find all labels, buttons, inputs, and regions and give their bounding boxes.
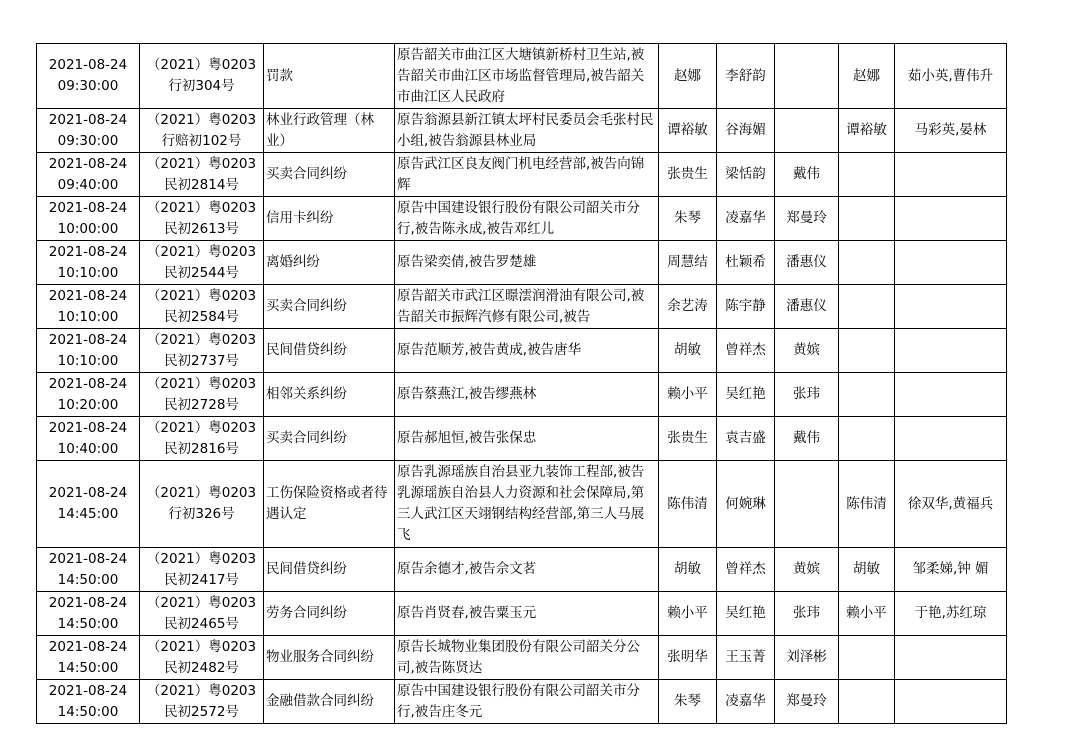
clerk-name: 李舒韵 bbox=[717, 44, 775, 109]
case-number-prefix: （2021）粤0203 bbox=[146, 155, 257, 172]
parties: 原告郝旭恒,被告张保忠 bbox=[395, 417, 659, 461]
parties: 原告范顺芳,被告黄成,被告唐华 bbox=[395, 329, 659, 373]
clerk-name: 何婉琳 bbox=[717, 461, 775, 548]
case-cause: 信用卡纠纷 bbox=[264, 197, 395, 241]
case-number-prefix: （2021）粤0203 bbox=[146, 243, 257, 260]
hearing-date: 2021-08-24 bbox=[48, 155, 128, 172]
jurors-names bbox=[895, 417, 1007, 461]
jurors-names: 徐双华,黄福兵 bbox=[895, 461, 1007, 548]
hearing-clock-time: 10:10:00 bbox=[57, 352, 119, 369]
jurors-names: 于艳,苏红琼 bbox=[895, 592, 1007, 636]
clerk-name: 梁恬韵 bbox=[717, 153, 775, 197]
panel-member-name: 潘惠仪 bbox=[775, 241, 839, 285]
hearing-clock-time: 14:50:00 bbox=[57, 615, 119, 632]
case-number-suffix: 行赔初102号 bbox=[161, 132, 242, 149]
hearing-clock-time: 10:00:00 bbox=[57, 220, 119, 237]
hearing-date: 2021-08-24 bbox=[48, 419, 128, 436]
case-number-cell bbox=[140, 241, 264, 285]
case-number-suffix: 民初2613号 bbox=[164, 220, 239, 237]
hearing-clock-time: 09:30:00 bbox=[57, 132, 119, 149]
table-row bbox=[37, 44, 1007, 109]
hearing-date: 2021-08-24 bbox=[48, 638, 128, 655]
hearing-clock-time: 10:40:00 bbox=[57, 440, 119, 457]
case-number-cell bbox=[140, 44, 264, 109]
judge-name: 朱琴 bbox=[659, 197, 717, 241]
case-number-cell bbox=[140, 285, 264, 329]
hearing-date: 2021-08-24 bbox=[48, 331, 128, 348]
jurors-names bbox=[895, 636, 1007, 680]
hearing-clock-time: 09:30:00 bbox=[57, 78, 119, 94]
table-row bbox=[37, 592, 1007, 636]
case-cause: 买卖合同纠纷 bbox=[264, 285, 395, 329]
clerk-name: 吴红艳 bbox=[717, 592, 775, 636]
hearing-time-cell bbox=[37, 109, 140, 153]
hearing-time-cell bbox=[37, 548, 140, 592]
hearing-clock-time: 09:40:00 bbox=[57, 176, 119, 193]
hearing-time-cell bbox=[37, 680, 140, 724]
case-cause: 民间借贷纠纷 bbox=[264, 548, 395, 592]
case-number-cell bbox=[140, 197, 264, 241]
case-number-cell bbox=[140, 153, 264, 197]
case-number-prefix: （2021）粤0203 bbox=[146, 287, 257, 304]
clerk-name: 袁吉盛 bbox=[717, 417, 775, 461]
clerk-name: 王玉菁 bbox=[717, 636, 775, 680]
clerk-name: 凌嘉华 bbox=[717, 197, 775, 241]
case-number-prefix: （2021）粤0203 bbox=[146, 199, 257, 216]
hearing-date: 2021-08-24 bbox=[48, 594, 128, 611]
table-body bbox=[37, 44, 1007, 724]
case-number-prefix: （2021）粤0203 bbox=[146, 331, 257, 348]
hearing-date: 2021-08-24 bbox=[48, 485, 128, 501]
jurors-names bbox=[895, 285, 1007, 329]
hearing-time-cell bbox=[37, 636, 140, 680]
judge-name: 胡敏 bbox=[659, 548, 717, 592]
clerk-name: 谷海媚 bbox=[717, 109, 775, 153]
presiding-judge-name bbox=[839, 680, 895, 724]
case-cause: 物业服务合同纠纷 bbox=[264, 636, 395, 680]
table-row bbox=[37, 197, 1007, 241]
jurors-names: 马彩英,晏林 bbox=[895, 109, 1007, 153]
clerk-name: 凌嘉华 bbox=[717, 680, 775, 724]
case-number-suffix: 民初2814号 bbox=[164, 176, 239, 193]
hearing-date: 2021-08-24 bbox=[48, 243, 128, 260]
case-number-prefix: （2021）粤0203 bbox=[146, 550, 257, 567]
hearing-date: 2021-08-24 bbox=[48, 57, 128, 73]
panel-member-name: 张玮 bbox=[775, 373, 839, 417]
judge-name: 张贵生 bbox=[659, 153, 717, 197]
jurors-names: 茹小英,曹伟升 bbox=[895, 44, 1007, 109]
judge-name: 周慧结 bbox=[659, 241, 717, 285]
case-cause: 工伤保险资格或者待遇认定 bbox=[264, 461, 395, 548]
panel-member-name: 刘泽彬 bbox=[775, 636, 839, 680]
parties: 原告余德才,被告佘文茗 bbox=[395, 548, 659, 592]
jurors-names bbox=[895, 373, 1007, 417]
hearing-clock-time: 10:20:00 bbox=[57, 396, 119, 413]
panel-member-name: 戴伟 bbox=[775, 153, 839, 197]
panel-member-name bbox=[775, 44, 839, 109]
presiding-judge-name bbox=[839, 153, 895, 197]
hearing-time-cell bbox=[37, 461, 140, 548]
jurors-names bbox=[895, 241, 1007, 285]
hearing-clock-time: 14:50:00 bbox=[57, 703, 119, 720]
presiding-judge-name: 胡敏 bbox=[839, 548, 895, 592]
table-row bbox=[37, 329, 1007, 373]
case-number-prefix: （2021）粤0203 bbox=[146, 682, 257, 699]
case-cause: 金融借款合同纠纷 bbox=[264, 680, 395, 724]
clerk-name: 曾祥杰 bbox=[717, 548, 775, 592]
hearing-time-cell bbox=[37, 373, 140, 417]
clerk-name: 陈宇静 bbox=[717, 285, 775, 329]
hearing-time-cell bbox=[37, 153, 140, 197]
panel-member-name: 郑曼玲 bbox=[775, 680, 839, 724]
panel-member-name bbox=[775, 109, 839, 153]
hearing-schedule-table bbox=[36, 43, 1007, 724]
case-number-suffix: 民初2417号 bbox=[164, 571, 239, 588]
hearing-clock-time: 10:10:00 bbox=[57, 308, 119, 325]
case-number-cell bbox=[140, 461, 264, 548]
case-number-cell bbox=[140, 680, 264, 724]
case-number-cell bbox=[140, 636, 264, 680]
hearing-time-cell bbox=[37, 417, 140, 461]
presiding-judge-name bbox=[839, 373, 895, 417]
panel-member-name: 张玮 bbox=[775, 592, 839, 636]
case-number-cell bbox=[140, 592, 264, 636]
case-cause: 买卖合同纠纷 bbox=[264, 153, 395, 197]
case-number-suffix: 行初326号 bbox=[168, 506, 235, 522]
panel-member-name: 潘惠仪 bbox=[775, 285, 839, 329]
hearing-clock-time: 14:45:00 bbox=[57, 506, 119, 522]
case-number-prefix: （2021）粤0203 bbox=[146, 594, 257, 611]
panel-member-name: 戴伟 bbox=[775, 417, 839, 461]
judge-name: 谭裕敏 bbox=[659, 109, 717, 153]
judge-name: 张贵生 bbox=[659, 417, 717, 461]
parties: 原告翁源县新江镇太坪村民委员会毛张村民小组,被告翁源县林业局 bbox=[395, 109, 659, 153]
parties: 原告武江区良友阀门机电经营部,被告向锦辉 bbox=[395, 153, 659, 197]
hearing-date: 2021-08-24 bbox=[48, 199, 128, 216]
judge-name: 赵娜 bbox=[659, 44, 717, 109]
table-row bbox=[37, 373, 1007, 417]
parties: 原告韶关市曲江区大塘镇新桥村卫生站,被告韶关市曲江区市场监督管理局,被告韶关市曲江区人民政府 bbox=[395, 44, 659, 109]
judge-name: 余艺涛 bbox=[659, 285, 717, 329]
case-number-suffix: 民初2584号 bbox=[164, 308, 239, 325]
jurors-names bbox=[895, 197, 1007, 241]
panel-member-name: 黄嫔 bbox=[775, 548, 839, 592]
case-number-suffix: 行初304号 bbox=[168, 78, 235, 94]
case-number-prefix: （2021）粤0203 bbox=[146, 57, 257, 73]
hearing-date: 2021-08-24 bbox=[48, 550, 128, 567]
jurors-names bbox=[895, 329, 1007, 373]
table-row bbox=[37, 417, 1007, 461]
case-number-prefix: （2021）粤0203 bbox=[146, 419, 257, 436]
parties: 原告蔡燕江,被告缪燕林 bbox=[395, 373, 659, 417]
case-cause: 相邻关系纠纷 bbox=[264, 373, 395, 417]
judge-name: 朱琴 bbox=[659, 680, 717, 724]
clerk-name: 杜颖希 bbox=[717, 241, 775, 285]
table-row bbox=[37, 636, 1007, 680]
presiding-judge-name bbox=[839, 241, 895, 285]
hearing-date: 2021-08-24 bbox=[48, 287, 128, 304]
judge-name: 陈伟清 bbox=[659, 461, 717, 548]
presiding-judge-name: 赵娜 bbox=[839, 44, 895, 109]
case-cause: 罚款 bbox=[264, 44, 395, 109]
panel-member-name bbox=[775, 461, 839, 548]
case-number-cell bbox=[140, 109, 264, 153]
case-cause: 林业行政管理（林业） bbox=[264, 109, 395, 153]
judge-name: 赖小平 bbox=[659, 592, 717, 636]
table-row bbox=[37, 548, 1007, 592]
hearing-time-cell bbox=[37, 241, 140, 285]
jurors-names: 邹柔娣,钟 媚 bbox=[895, 548, 1007, 592]
case-number-cell bbox=[140, 373, 264, 417]
case-number-suffix: 民初2737号 bbox=[164, 352, 239, 369]
table-row bbox=[37, 153, 1007, 197]
panel-member-name: 郑曼玲 bbox=[775, 197, 839, 241]
case-number-suffix: 民初2816号 bbox=[164, 440, 239, 457]
presiding-judge-name bbox=[839, 636, 895, 680]
table-row bbox=[37, 241, 1007, 285]
case-number-suffix: 民初2728号 bbox=[164, 396, 239, 413]
case-number-prefix: （2021）粤0203 bbox=[146, 485, 257, 501]
hearing-time-cell bbox=[37, 44, 140, 109]
case-cause: 买卖合同纠纷 bbox=[264, 417, 395, 461]
parties: 原告肖贤春,被告粟玉元 bbox=[395, 592, 659, 636]
case-cause: 离婚纠纷 bbox=[264, 241, 395, 285]
case-number-suffix: 民初2465号 bbox=[164, 615, 239, 632]
hearing-clock-time: 14:50:00 bbox=[57, 571, 119, 588]
case-number-suffix: 民初2482号 bbox=[164, 659, 239, 676]
case-number-suffix: 民初2544号 bbox=[164, 264, 239, 281]
presiding-judge-name bbox=[839, 417, 895, 461]
hearing-time-cell bbox=[37, 592, 140, 636]
presiding-judge-name: 谭裕敏 bbox=[839, 109, 895, 153]
hearing-time-cell bbox=[37, 197, 140, 241]
hearing-date: 2021-08-24 bbox=[48, 111, 128, 128]
case-number-prefix: （2021）粤0203 bbox=[146, 111, 257, 128]
hearing-time-cell bbox=[37, 329, 140, 373]
panel-member-name: 黄嫔 bbox=[775, 329, 839, 373]
parties: 原告长城物业集团股份有限公司韶关分公司,被告陈贤达 bbox=[395, 636, 659, 680]
parties: 原告中国建设银行股份有限公司韶关市分行,被告陈永成,被告邓红儿 bbox=[395, 197, 659, 241]
judge-name: 张明华 bbox=[659, 636, 717, 680]
case-number-cell bbox=[140, 417, 264, 461]
table-row bbox=[37, 285, 1007, 329]
presiding-judge-name bbox=[839, 197, 895, 241]
clerk-name: 吴红艳 bbox=[717, 373, 775, 417]
hearing-date: 2021-08-24 bbox=[48, 375, 128, 392]
presiding-judge-name bbox=[839, 285, 895, 329]
case-number-prefix: （2021）粤0203 bbox=[146, 375, 257, 392]
hearing-time-cell bbox=[37, 285, 140, 329]
case-cause: 劳务合同纠纷 bbox=[264, 592, 395, 636]
case-number-prefix: （2021）粤0203 bbox=[146, 638, 257, 655]
parties: 原告梁奕倩,被告罗楚雄 bbox=[395, 241, 659, 285]
table-row bbox=[37, 461, 1007, 548]
hearing-clock-time: 10:10:00 bbox=[57, 264, 119, 281]
judge-name: 赖小平 bbox=[659, 373, 717, 417]
case-number-cell bbox=[140, 548, 264, 592]
presiding-judge-name: 赖小平 bbox=[839, 592, 895, 636]
parties: 原告中国建设银行股份有限公司韶关市分行,被告庄冬元 bbox=[395, 680, 659, 724]
parties: 原告乳源瑶族自治县亚九装饰工程部,被告乳源瑶族自治县人力资源和社会保障局,第三人武江区天翊钢结构经营部,第三人马展飞 bbox=[395, 461, 659, 548]
case-number-cell bbox=[140, 329, 264, 373]
jurors-names bbox=[895, 680, 1007, 724]
table-row bbox=[37, 109, 1007, 153]
hearing-clock-time: 14:50:00 bbox=[57, 659, 119, 676]
table-row bbox=[37, 680, 1007, 724]
presiding-judge-name: 陈伟清 bbox=[839, 461, 895, 548]
jurors-names bbox=[895, 153, 1007, 197]
clerk-name: 曾祥杰 bbox=[717, 329, 775, 373]
judge-name: 胡敏 bbox=[659, 329, 717, 373]
case-cause: 民间借贷纠纷 bbox=[264, 329, 395, 373]
presiding-judge-name bbox=[839, 329, 895, 373]
parties: 原告韶关市武江区暻澐润滑油有限公司,被告韶关市振辉汽修有限公司,被告 bbox=[395, 285, 659, 329]
hearing-date: 2021-08-24 bbox=[48, 682, 128, 699]
case-number-suffix: 民初2572号 bbox=[164, 703, 239, 720]
